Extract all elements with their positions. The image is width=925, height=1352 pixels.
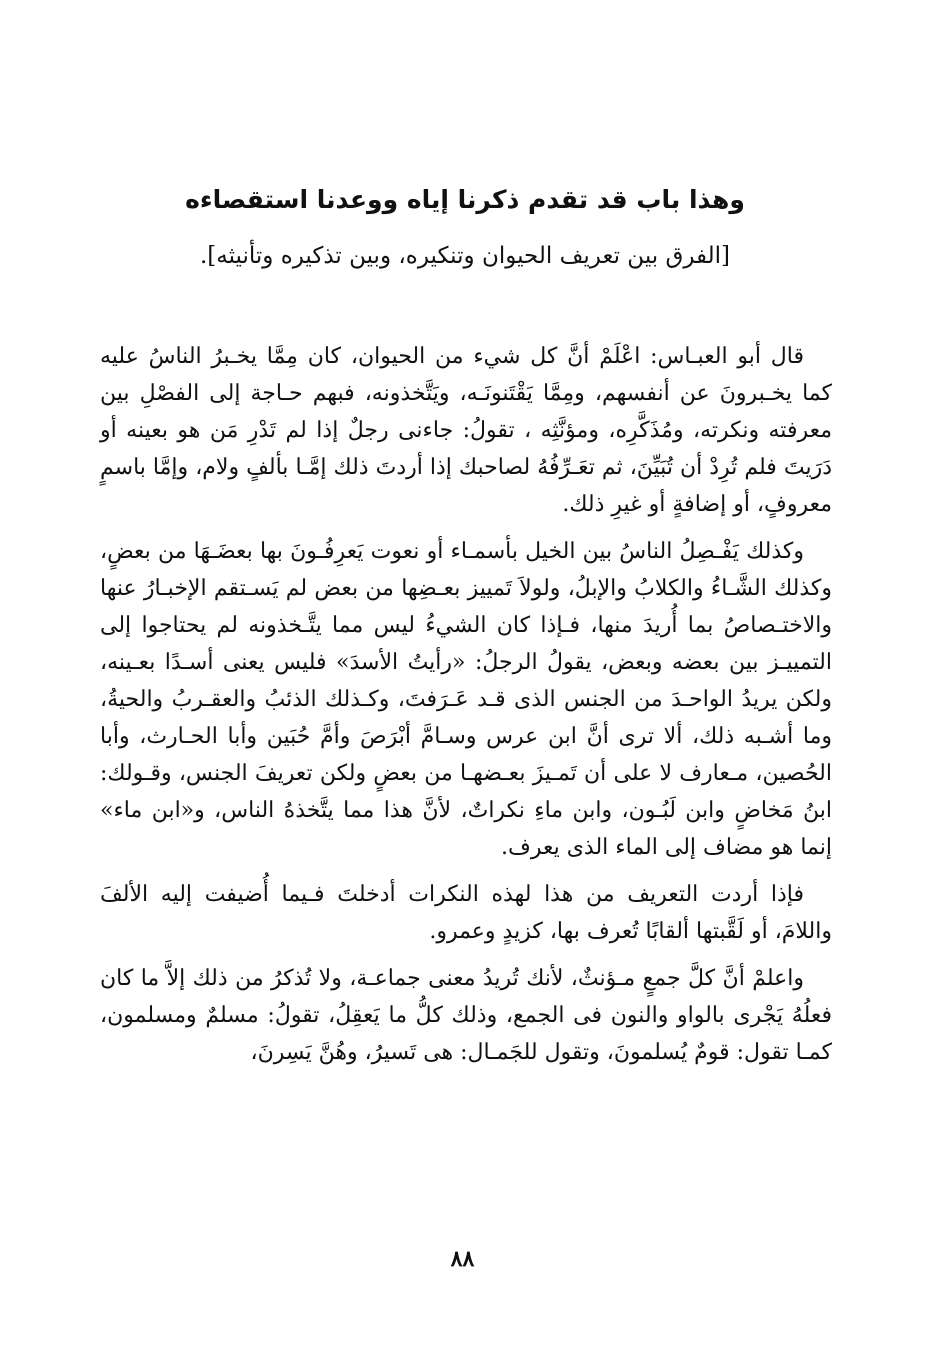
body-text xyxy=(100,338,832,1081)
paragraph: فإذا أردت التعريف من هذا لهذه النكرات أدخلتَ فـيما أُضيفت إليه الألفَ واللامَ، أو لَقَّبتها ألقابًا تُعرف بها، كزيدٍ وعمرو. xyxy=(100,882,832,944)
chapter-title: وهذا باب قد تقدم ذكرنا إياه ووعدنا استقصاءه xyxy=(185,185,745,214)
paragraph: قال أبو العبـاس: اعْلَمْ أنَّ كل شيء من الحيوان، كان مِمَّا يخـبرُ الناسُ عليه كما يخـبرونَ عن أنفسهم، ومِمَّا يَقْتَنونَـه، ويَتَّخذونه، فبهم حـاجة إلى الفصْلِ بين معرفته ونكرته، ومُذَكَّرِه، ومؤنَّثِه ، تقولُ: جاءنى رجلٌ إذا لم تَدْرِ مَن هو بعينه أو دَرَيتَ فلم تُرِدْ أن تُبَيِّنَ، ثم تعَـرِّفُهُ لصاحبك إذا أردتَ ذلك إمَّـا بألفٍ ولام، وإمَّا باسمٍ معروفٍ، أو إضافةٍ أو غيرِ ذلك. xyxy=(100,344,832,517)
chapter-subtitle: [الفرق بين تعريف الحيوان وتنكيره، وبين تذكيره وتأنيثه]. xyxy=(199,243,731,269)
paragraph: وكذلك يَفْـصِلُ الناسُ بين الخيل بأسمـاء أو نعوت يَعرِفُـونَ بها بعضَـهَا من بعضٍ، وكذلك الشَّـاءُ والكلابُ والإبلُ، ولولاَ تَمييز بعـضِها من بعض لم يَسـتقم الإخبـارُ عنها والاختـصاصُ بما أُريدَ منها، فـإذا كان الشيءُ ليس مما يتَّـخذونه لم يحتاجوا إلى التمييـز بين بعضه وبعض، يقولُ الرجلُ: «رأيتُ الأسدَ» فليس يعنى أسـدًا بعـينه، ولكن يريدُ الواحـدَ من الجنس الذى قـد عَـرَفتَ، وكـذلك الذئبُ والعقـربُ والحيةُ، وما أشـبه ذلك، ألا ترى أنَّ ابن عرس وسـامَّ أبْرَصَ وأمَّ حُبَين وأبا الحـارث، وأبا الحُصين، مـعارف لا على أن تَمـيزَ بعـضهـا من بعضٍ ولكن تعريفَ الجنس، وقـولك: ابنُ مَخاضٍ وابن لَبُـون، وابن ماءِ نكراتٌ، لأنَّ هذا مما يتَّخذهُ الناس، و«ابن ماء» إنما هو مضاف إلى الماء الذى يعرف. xyxy=(100,539,832,860)
paragraph: واعلمْ أنَّ كلَّ جمعٍ مـؤنثٌ، لأنك تُريدُ معنى جماعـة، ولا تُذكرُ من ذلك إلاَّ ما كان فعلُهُ يَجْرى بالواو والنون فى الجمع، وذلك كلُّ ما يَعقِلُ، تقولُ: مسلمٌ ومسلمون، كمـا تقول: قومٌ يُسلمونَ، وتقول للجَمـال: هى تَسيرُ، وهُنَّ يَسِرنَ، xyxy=(100,966,832,1065)
page-number: ٨٨ xyxy=(450,1246,475,1272)
